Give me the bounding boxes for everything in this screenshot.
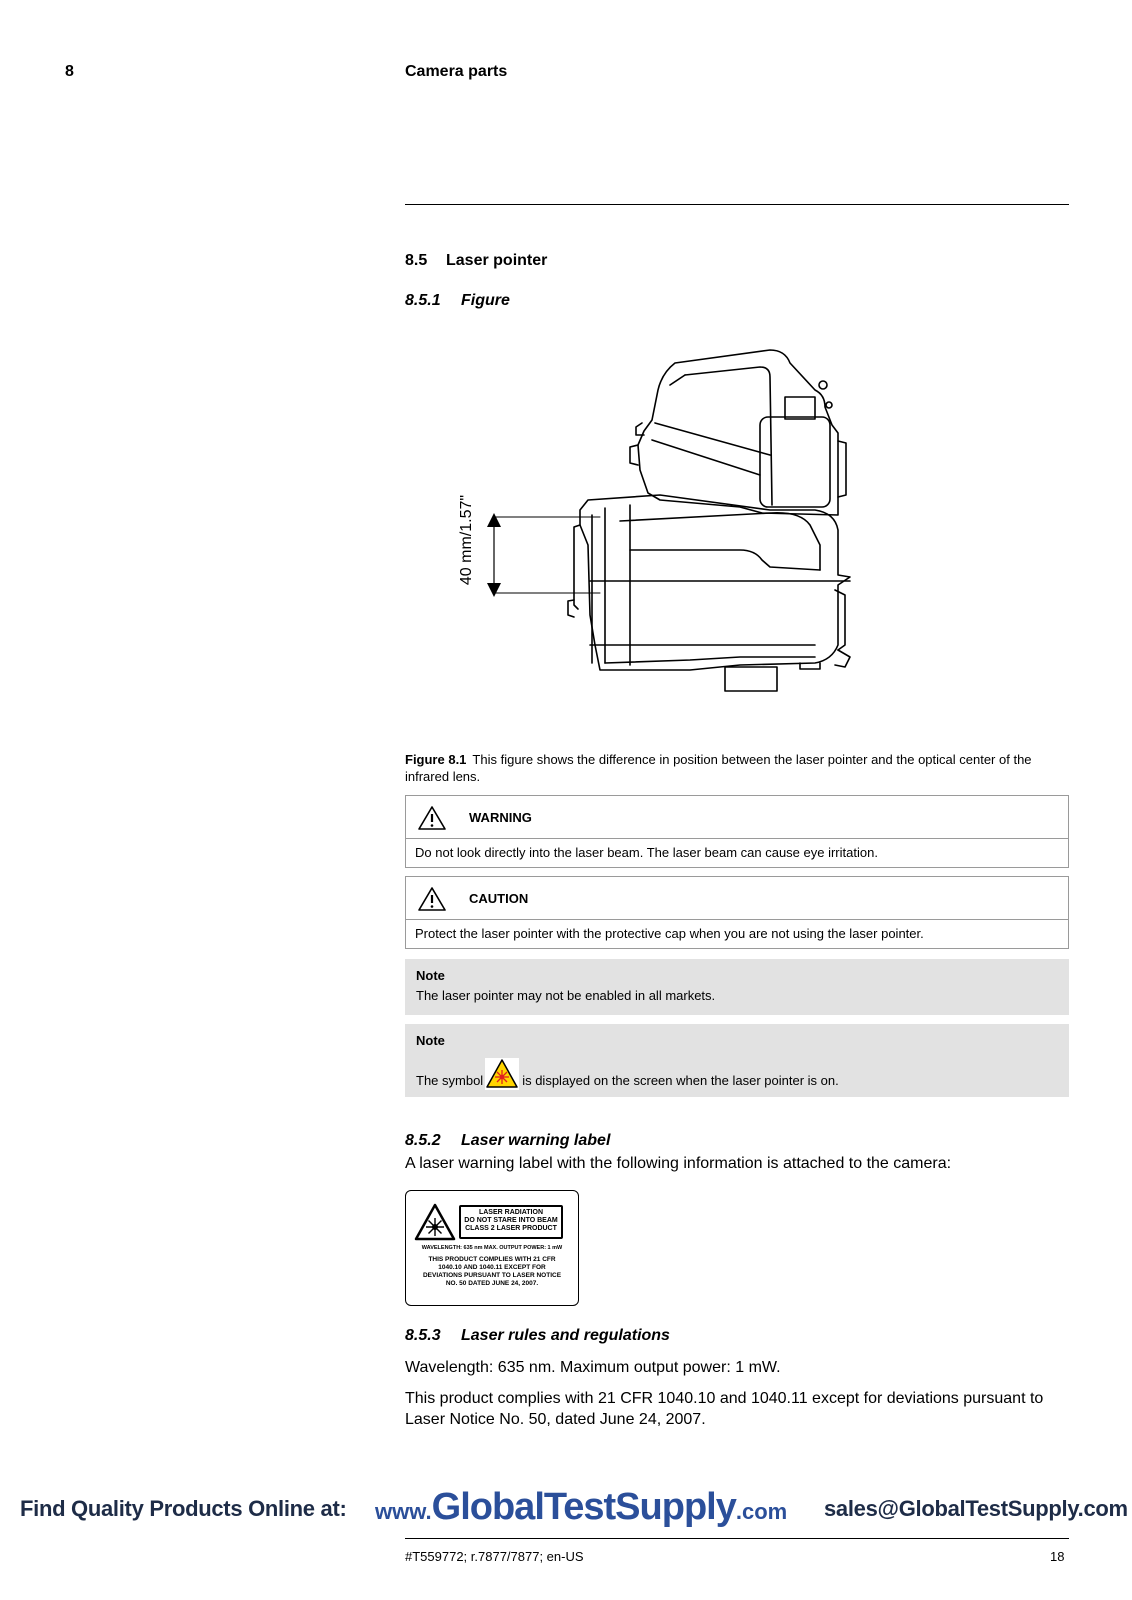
laser-label-line: DO NOT STARE INTO BEAM — [464, 1217, 558, 1224]
footer-ad-url-main: GlobalTestSupply — [431, 1486, 736, 1528]
laser-warning-icon — [485, 1058, 519, 1090]
laser-label-wavelength: WAVELENGTH: 635 nm MAX. OUTPUT POWER: 1 mW — [421, 1245, 563, 1251]
laser-label-line: LASER RADIATION — [478, 1209, 544, 1216]
dimension-label: 40 mm/1.57" — [458, 494, 475, 586]
subsection-heading-figure — [405, 292, 510, 310]
section-title: Laser pointer — [446, 252, 548, 269]
subsection-title: Laser rules and regulations — [461, 1327, 670, 1344]
laser-hazard-icon — [414, 1203, 456, 1241]
note-text-before: The symbol — [416, 1073, 484, 1088]
figure-caption — [405, 751, 1069, 785]
chapter-title: Camera parts — [405, 63, 508, 80]
subsection-number: 8.5.1 — [405, 292, 441, 309]
rules-paragraph-compliance: This product complies with 21 CFR 1040.10 and 1040.11 except for deviations pursuant to Laser Notice No. 50, dated June 24, 2007. — [405, 1390, 1044, 1428]
laser-label-line: DEVIATIONS PURSUANT TO LASER NOTICE — [422, 1272, 562, 1279]
subsection-title: Laser warning label — [461, 1132, 611, 1149]
figure-caption-label: Figure 8.1 — [405, 752, 467, 767]
caution-text: Protect the laser pointer with the protective cap when you are not using the laser pointer. — [415, 926, 924, 941]
caution-label: CAUTION — [469, 891, 529, 906]
caution-box — [405, 876, 1069, 949]
note-title: Note — [416, 1033, 445, 1048]
note-text-after: is displayed on the screen when the laser pointer is on. — [522, 1073, 839, 1088]
laser-label-line: CLASS 2 LASER PRODUCT — [465, 1225, 557, 1232]
section-number: 8.5 — [405, 252, 428, 269]
subsection-number: 8.5.2 — [405, 1132, 441, 1149]
header-divider — [405, 204, 1069, 205]
laser-label-line: THIS PRODUCT COMPLIES WITH 21 CFR — [428, 1256, 556, 1263]
laser-label-class-box — [459, 1205, 563, 1239]
chapter-number: 8 — [65, 63, 74, 80]
footer-page-number: 18 — [1050, 1549, 1065, 1564]
subsection-heading-rules — [405, 1327, 670, 1345]
note-box-symbol — [405, 1024, 1069, 1097]
subsection-heading-label — [405, 1132, 610, 1150]
laser-warning-label-image — [405, 1190, 579, 1306]
note-box-markets — [405, 959, 1069, 1015]
laser-label-compliance — [406, 1256, 578, 1288]
subsection-number: 8.5.3 — [405, 1327, 441, 1344]
caution-triangle-icon — [417, 886, 447, 912]
caution-header — [406, 877, 1068, 920]
footer-ad-url-suffix: .com — [735, 1499, 788, 1524]
footer-ad-tagline: Find Quality Products Online at: — [20, 1496, 347, 1521]
laser-label-line: NO. 50 DATED JUNE 24, 2007. — [445, 1280, 539, 1287]
label-intro-text: A laser warning label with the following information is attached to the camera: — [405, 1155, 952, 1172]
subsection-title: Figure — [461, 292, 510, 309]
footer-ad-url[interactable] — [375, 1486, 787, 1529]
footer-ad-email[interactable]: sales@GlobalTestSupply.com — [824, 1496, 1128, 1521]
warning-label: WARNING — [469, 810, 532, 825]
footer-divider — [405, 1538, 1069, 1539]
footer-document-id: #T559772; r.7877/7877; en-US — [405, 1549, 584, 1564]
warning-triangle-icon — [417, 805, 447, 831]
figure-caption-text: This figure shows the difference in position between the laser pointer and the optical center of the infrared lens. — [405, 752, 1032, 784]
rules-paragraph-wavelength: Wavelength: 635 nm. Maximum output power: 1 mW. — [405, 1359, 781, 1376]
section-heading — [405, 252, 547, 270]
footer-ad-url-prefix: www. — [375, 1499, 432, 1524]
warning-header — [406, 796, 1068, 839]
warning-text: Do not look directly into the laser beam. The laser beam can cause eye irritation. — [415, 845, 878, 860]
warning-box — [405, 795, 1069, 868]
note-symbol-line — [416, 1054, 839, 1088]
camera-side-view-figure — [440, 345, 900, 715]
note-text: The laser pointer may not be enabled in all markets. — [416, 988, 716, 1003]
laser-label-line: 1040.10 AND 1040.11 EXCEPT FOR — [438, 1264, 546, 1271]
note-title: Note — [416, 968, 445, 983]
